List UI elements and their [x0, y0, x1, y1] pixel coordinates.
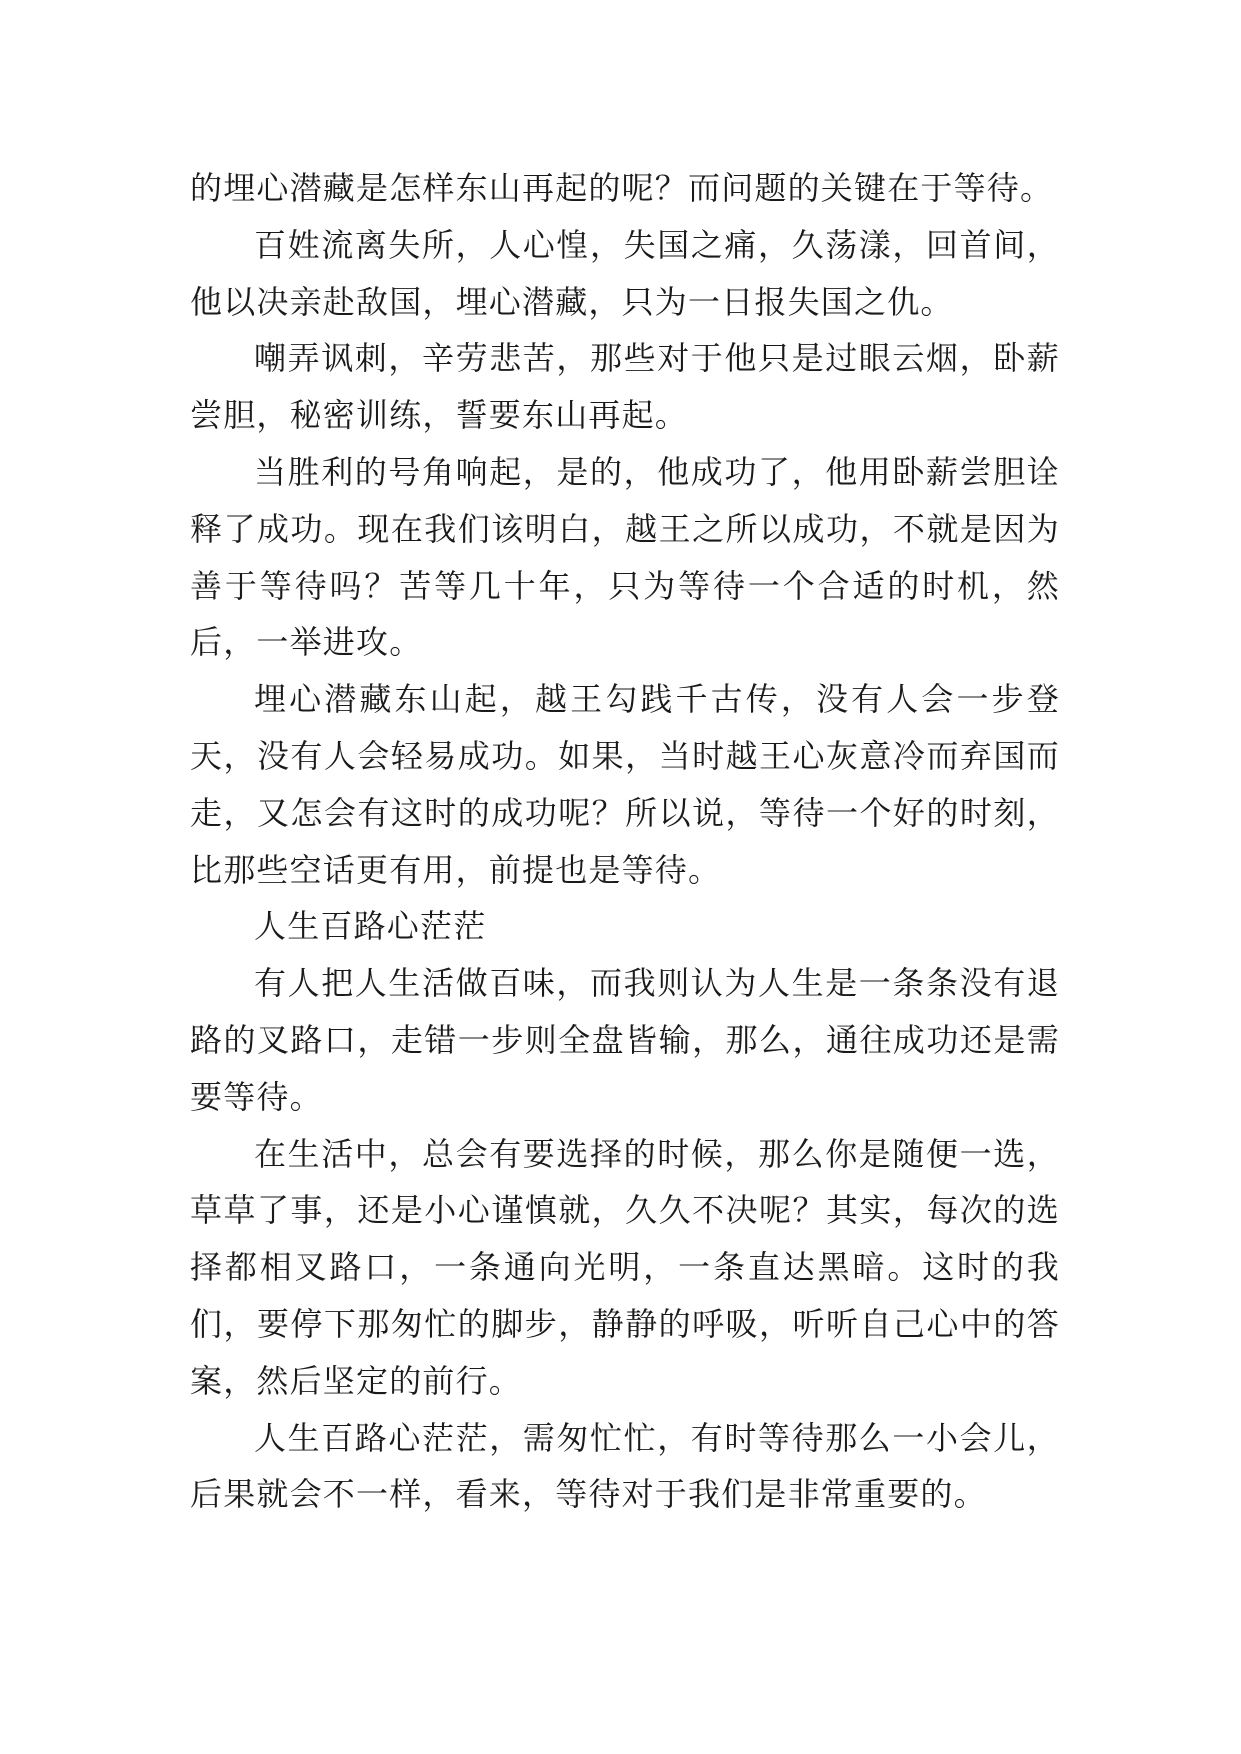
paragraph: 有人把人生活做百味，而我则认为人生是一条条没有退路的叉路口，走错一步则全盘皆输，那么，通往成功还是需要等待。	[190, 964, 1060, 1116]
section-heading: 人生百路心茫茫	[254, 907, 487, 946]
paragraph-continued: 的埋心潜藏是怎样东山再起的呢？而问题的关键在于等待。	[190, 169, 1054, 207]
paragraph: 埋心潜藏东山起，越王勾践千古传，没有人会一步登天，没有人会轻易成功。如果，当时越王心灰意冷而弃国而走，又怎会有这时的成功呢？所以说，等待一个好的时刻，比那些空话更有用，前提也是等待。	[190, 680, 1060, 889]
paragraph: 人生百路心茫茫，需匆忙忙，有时等待那么一小会儿，后果就会不一样，看来，等待对于我们是非常重要的。	[190, 1418, 1060, 1514]
paragraph: 嘲弄讽刺，辛劳悲苦，那些对于他只是过眼云烟，卧薪尝胆，秘密训练，誓要东山再起。	[190, 339, 1060, 435]
paragraph: 百姓流离失所，人心惶，失国之痛，久荡漾，回首间，他以决亲赴敌国，埋心潜藏，只为一日报失国之仇。	[190, 225, 1060, 321]
paragraph: 在生活中，总会有要选择的时候，那么你是随便一选，草草了事，还是小心谨慎就，久久不决呢？其实，每次的选择都相叉路口，一条通向光明，一条直达黑暗。这时的我们，要停下那匆忙的脚步，静静的呼吸，听听自己心中的答案，然后坚定的前行。	[190, 1134, 1060, 1400]
document-body	[190, 160, 1060, 1523]
paragraph: 当胜利的号角响起，是的，他成功了，他用卧薪尝胆诠释了成功。现在我们该明白，越王之所以成功，不就是因为善于等待吗？苦等几十年，只为等待一个合适的时机，然后，一举进攻。	[190, 452, 1060, 662]
